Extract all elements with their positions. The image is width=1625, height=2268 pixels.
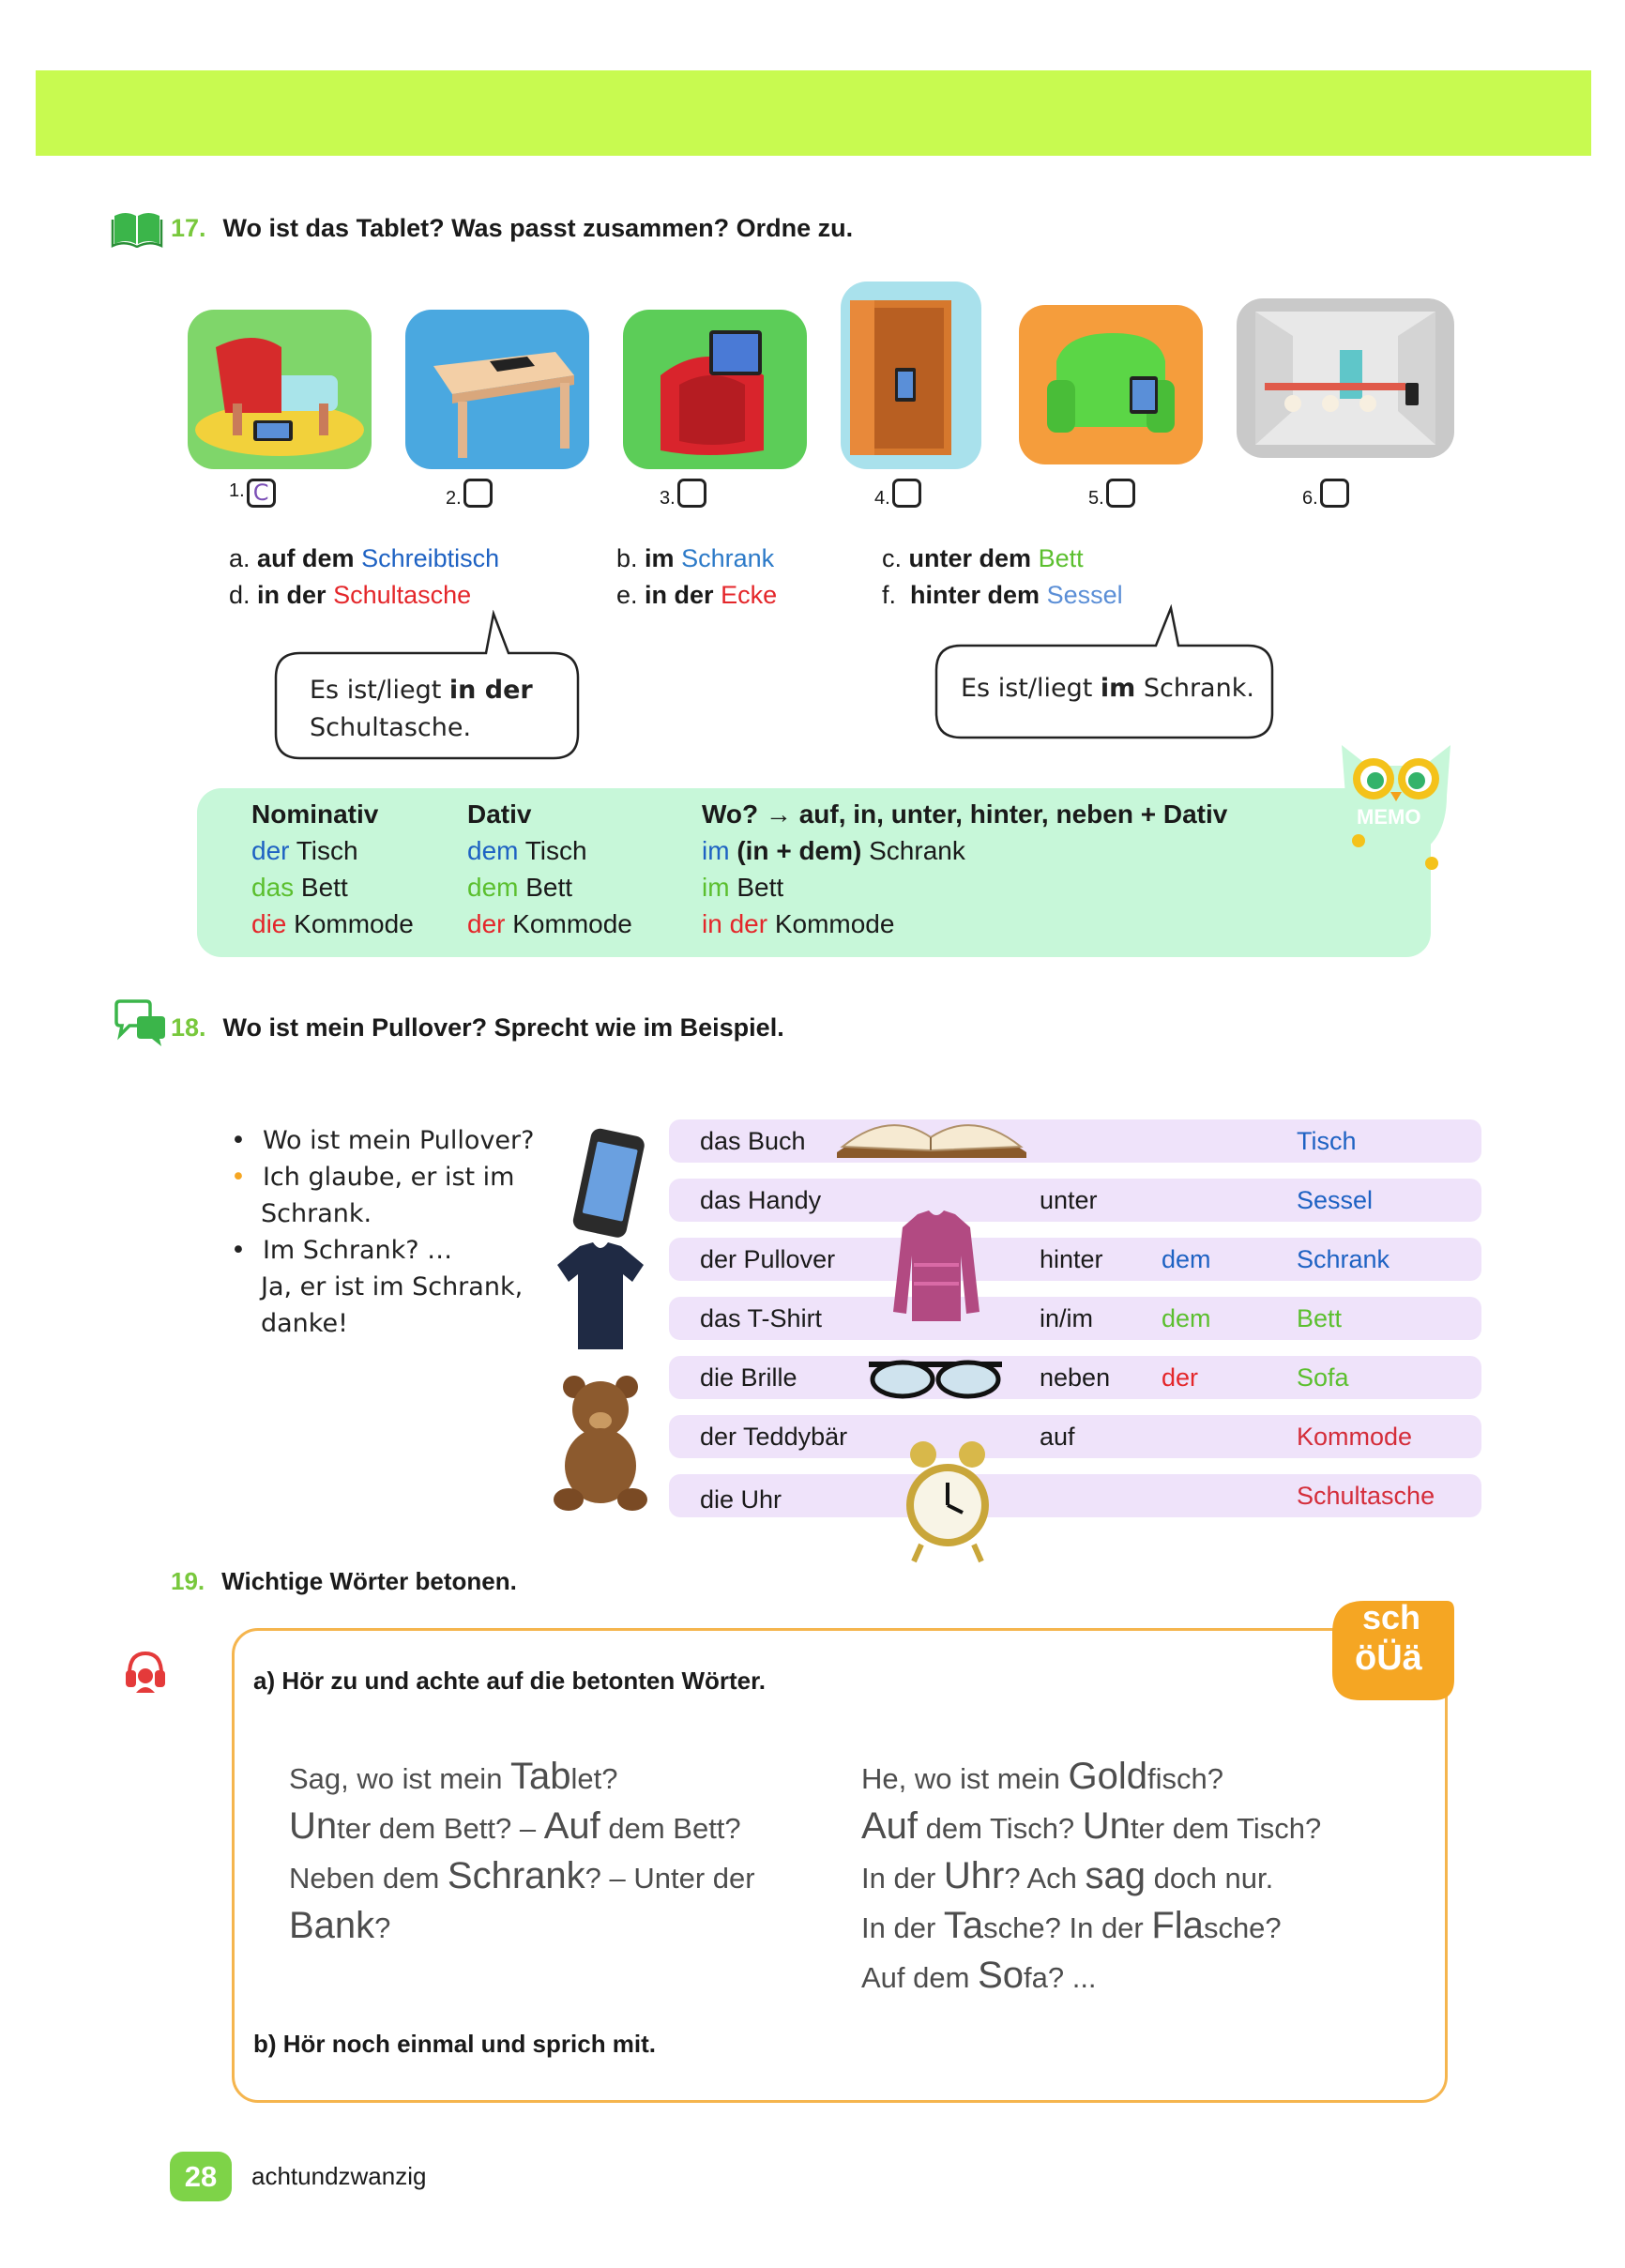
answer-slot-2[interactable] — [446, 479, 493, 510]
slot-number: 1. — [229, 480, 245, 501]
picture-bed-with-tablet-under — [188, 310, 372, 469]
object-label: das Buch — [700, 1127, 806, 1155]
exercise-title: Wo ist das Tablet? Was passt zusammen? Ordne zu. — [222, 214, 854, 242]
answer-box[interactable] — [463, 479, 493, 508]
headphones-icon[interactable] — [124, 1648, 167, 1699]
speech-bubble-1-text: Es ist/liegt in der Schultasche. — [310, 676, 533, 742]
exercise-19-heading — [171, 1567, 517, 1596]
preposition-label: unter — [1040, 1186, 1098, 1214]
picture-armchair-with-tablet-behind — [1019, 305, 1203, 464]
option-d: d. in der Schultasche — [229, 581, 472, 609]
speech-bubbles-icon — [113, 999, 169, 1053]
phonics-badge-top: sch — [1362, 1598, 1421, 1636]
dialog-example: • Wo ist mein Pullover? • Ich glaube, er ist im Schrank. • Im Schrank? … Ja, er ist im Schrank, danke! — [231, 1126, 535, 1338]
chant-left: Sag, wo ist mein Tablet? Unter dem Bett? – Auf dem Bett? Neben dem Schrank? – Unter der Bank? — [289, 1756, 755, 1946]
picture-wardrobe-with-tablet-in — [841, 282, 981, 469]
slot-number: 4. — [874, 488, 890, 509]
answer-box[interactable] — [677, 479, 706, 508]
answer-box[interactable] — [1106, 479, 1135, 508]
place-label: Schrank — [1297, 1245, 1390, 1273]
preposition-label: auf — [1040, 1423, 1075, 1451]
pullover-image — [889, 1209, 983, 1332]
answer-slot-3[interactable] — [660, 479, 706, 510]
task-b-label: b) Hör noch einmal und sprich mit. — [253, 2030, 657, 2058]
header-band — [36, 70, 1591, 156]
object-label: das T-Shirt — [700, 1304, 823, 1332]
page-number-word: achtundzwanzig — [251, 2162, 427, 2190]
answer-box[interactable] — [1320, 479, 1349, 508]
book-image — [833, 1096, 1030, 1166]
exercise-number: 17. — [171, 214, 206, 242]
memo-nominativ-column: Nominativ der Tisch das Bett die Kommode — [251, 799, 414, 938]
page-number: 28 — [170, 2152, 232, 2201]
preposition-label: neben — [1040, 1363, 1111, 1392]
place-label: Bett — [1297, 1304, 1343, 1332]
preposition-label: hinter — [1040, 1245, 1103, 1273]
place-label: Sessel — [1297, 1186, 1374, 1214]
object-label: die Uhr — [700, 1485, 782, 1514]
teddy-bear-image — [550, 1372, 653, 1517]
answer-box[interactable]: C — [247, 479, 276, 508]
place-label: Schultasche — [1297, 1482, 1435, 1510]
place-label: Tisch — [1297, 1127, 1357, 1155]
exercise-number: 18. — [171, 1013, 206, 1042]
glasses-image — [865, 1349, 1006, 1410]
option-b: b. im Schrank — [616, 544, 775, 572]
slot-number: 3. — [660, 488, 676, 509]
exercise-18-heading — [171, 1013, 784, 1043]
slot-number: 6. — [1302, 488, 1318, 509]
object-label: der Teddybär — [700, 1423, 848, 1451]
article-label: dem — [1162, 1304, 1211, 1332]
memo-wo-column: Wo? → auf, in, unter, hinter, neben + Dativ im (in + dem) Schrank im Bett in der Kommode — [702, 799, 1228, 938]
speech-bubble-2-text: Es ist/liegt im Schrank. — [961, 674, 1254, 703]
exercise-17-heading — [171, 214, 853, 243]
chant-right: He, wo ist mein Goldfisch? Auf dem Tisch? Unter dem Tisch? In der Uhr? Ach sag doch nur. In der Tasche? In der Flasche? Auf dem Sofa? ... — [861, 1756, 1322, 1996]
exercise-title: Wo ist mein Pullover? Sprecht wie im Beispiel. — [222, 1013, 784, 1042]
article-label: dem — [1162, 1245, 1211, 1273]
slot-number: 2. — [446, 488, 462, 509]
object-label: das Handy — [700, 1186, 822, 1214]
place-label: Kommode — [1297, 1423, 1413, 1451]
picture-room-with-tablet-in-corner — [1237, 298, 1454, 458]
book-icon — [111, 208, 163, 252]
exercise-title: Wichtige Wörter betonen. — [221, 1567, 517, 1595]
preposition-label: in/im — [1040, 1304, 1094, 1332]
option-f: f. hinter dem Sessel — [882, 581, 1123, 609]
option-e: e. in der Ecke — [616, 581, 778, 609]
picture-desk-with-tablet-on — [405, 310, 589, 469]
task-a-label: a) Hör zu und achte auf die betonten Wörter. — [253, 1667, 767, 1695]
memo-badge: MEMO — [1357, 805, 1421, 829]
answer-slot-1[interactable] — [229, 479, 276, 508]
answer-box[interactable] — [892, 479, 921, 508]
object-label: die Brille — [700, 1363, 797, 1392]
phonics-badge-bottom: öÜä — [1355, 1638, 1422, 1678]
object-label: der Pullover — [700, 1245, 836, 1273]
option-c: c. unter dem Bett — [882, 544, 1084, 572]
answer-slot-4[interactable] — [874, 479, 921, 510]
picture-schoolbag-with-tablet-in — [623, 310, 807, 469]
alarm-clock-image — [901, 1436, 995, 1572]
slot-number: 5. — [1088, 488, 1104, 509]
exercise-number: 19. — [171, 1567, 205, 1595]
answer-slot-6[interactable] — [1302, 479, 1349, 510]
answer-slot-5[interactable] — [1088, 479, 1135, 510]
tshirt-image — [554, 1241, 647, 1358]
phone-image — [572, 1126, 649, 1245]
memo-dativ-column: Dativ dem Tisch dem Bett der Kommode — [467, 799, 632, 938]
place-label: Sofa — [1297, 1363, 1349, 1392]
option-a: a. auf dem Schreibtisch — [229, 544, 500, 572]
article-label: der — [1162, 1363, 1199, 1392]
